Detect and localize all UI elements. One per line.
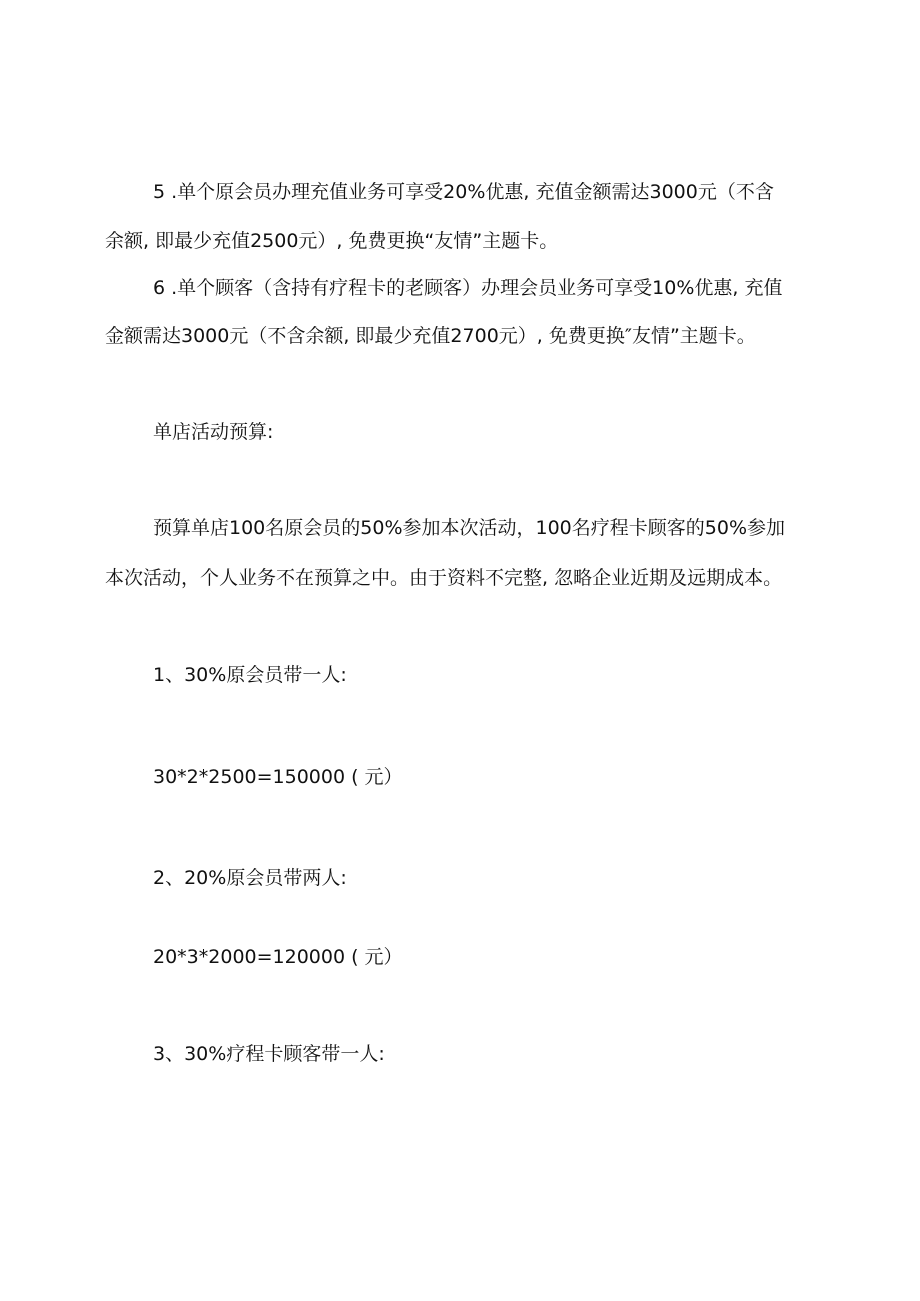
calc2-formula: 20*3*2000=120000 ( 元） xyxy=(153,946,403,968)
budget-intro-line2: 本次活动，个人业务不在预算之中。由于资料不完整, 忽略企业近期及远期成本。 xyxy=(105,567,783,589)
calc1-formula: 30*2*2500=150000 ( 元） xyxy=(153,766,403,788)
item6-line1: 6 .单个顾客（含持有疗程卡的老顾客）办理会员业务可享受10%优惠, 充值 xyxy=(153,277,783,299)
calc1-label: 1、30%原会员带一人: xyxy=(153,664,347,686)
item5-line1: 5 .单个原会员办理充值业务可享受20%优惠, 充值金额需达3000元（不含 xyxy=(153,181,774,203)
calc2-label: 2、20%原会员带两人: xyxy=(153,867,347,889)
item5-line2: 余额, 即最少充值2500元）, 免费更换“友情”主题卡。 xyxy=(105,230,559,252)
budget-intro-line1: 预算单店100名原会员的50%参加本次活动，100名疗程卡顾客的50%参加 xyxy=(153,517,785,539)
budget-heading: 单店活动预算: xyxy=(153,421,274,443)
calc3-label: 3、30%疗程卡顾客带一人: xyxy=(153,1043,385,1065)
item6-line2: 金额需达3000元（不含余额, 即最少充值2700元）, 免费更换″友情”主题卡。 xyxy=(105,325,756,347)
